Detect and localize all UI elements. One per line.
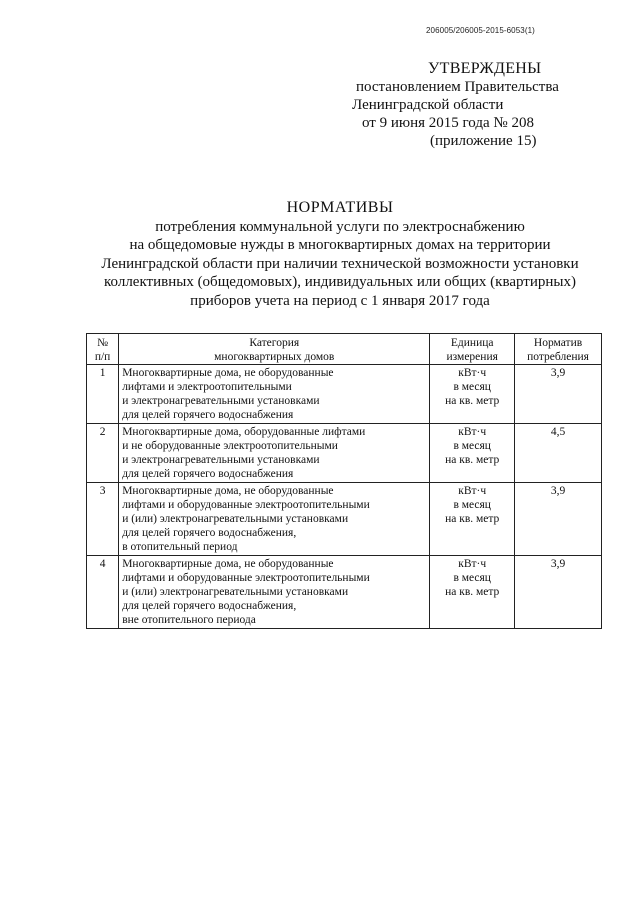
row-norm: 3,9 [515, 556, 602, 629]
approval-line: от 9 июня 2015 года № 208 [362, 115, 534, 131]
document-id: 206005/206005-2015-6053(1) [426, 26, 535, 35]
row-category: Многоквартирные дома, не оборудованные лифтами и оборудованные электроотопительными и (или) электронагревательными установками для целей горячего водоснабжения, в отопительный период [119, 483, 430, 556]
approval-line: постановлением Правительства [356, 79, 559, 95]
header-norm-label: Норматив потребления [527, 337, 589, 363]
row-num: 4 [87, 556, 119, 629]
table-row [87, 483, 602, 556]
approval-block [350, 60, 590, 150]
header-category [119, 334, 430, 365]
row-norm: 3,9 [515, 365, 602, 424]
heading-line: Ленинградской области при наличии технической возможности установки [101, 255, 579, 272]
heading-title: НОРМАТИВЫ [286, 199, 394, 216]
header-unit [430, 334, 515, 365]
row-num: 3 [87, 483, 119, 556]
header-category-label: Категория многоквартирных домов [214, 337, 335, 363]
heading-line: коллективных (общедомовых), индивидуальных или общих (квартирных) [104, 274, 576, 290]
row-norm: 3,9 [515, 483, 602, 556]
table-row [87, 365, 602, 424]
row-unit: кВт·ч в месяц на кв. метр [430, 483, 515, 556]
header-num [87, 334, 119, 365]
heading-line: приборов учета на период с 1 января 2017 года [190, 292, 490, 309]
row-norm: 4,5 [515, 424, 602, 483]
header-unit-label: Единица измерения [446, 337, 498, 363]
row-num: 1 [87, 365, 119, 424]
heading-line: потребления коммунальной услуги по электроснабжению [155, 218, 525, 235]
header-norm [515, 334, 602, 365]
row-unit: кВт·ч в месяц на кв. метр [430, 556, 515, 629]
header-num-label: № п/п [94, 337, 111, 363]
approval-line: Ленинградской области [352, 97, 504, 113]
row-unit: кВт·ч в месяц на кв. метр [430, 424, 515, 483]
heading-line: на общедомовые нужды в многоквартирных домах на территории [129, 237, 551, 253]
row-unit: кВт·ч в месяц на кв. метр [430, 365, 515, 424]
approval-line: (приложение 15) [430, 133, 537, 149]
table-row [87, 424, 602, 483]
row-category: Многоквартирные дома, оборудованные лифтами и не оборудованные электроотопительными и электронагревательными установками для целей горячего водоснабжения [119, 424, 430, 483]
row-num: 2 [87, 424, 119, 483]
norms-table [86, 333, 602, 629]
row-category: Многоквартирные дома, не оборудованные лифтами и электроотопительными и электронагревательными установками для целей горячего водоснабжения [119, 365, 430, 424]
table-header-row [87, 334, 602, 365]
table-row [87, 556, 602, 629]
approval-title: УТВЕРЖДЕНЫ [428, 60, 542, 77]
row-category: Многоквартирные дома, не оборудованные лифтами и оборудованные электроотопительными и (или) электронагревательными установками для целей горячего водоснабжения, вне отопительного периода [119, 556, 430, 629]
document-heading [90, 199, 590, 310]
